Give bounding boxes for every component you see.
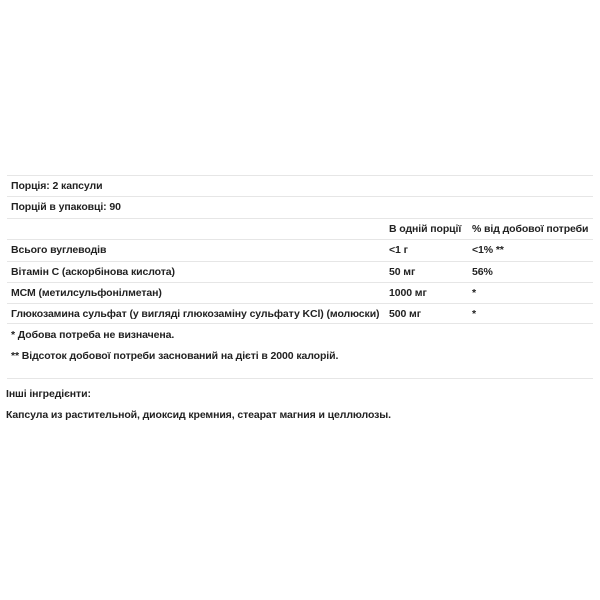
footnote-percent-daily-value: ** Відсоток добової потреби заснований на дієті в 2000 калорій. xyxy=(11,350,339,362)
supplement-facts-table xyxy=(7,175,593,324)
header-amount: В одній порції xyxy=(389,223,462,235)
table-row xyxy=(7,303,593,324)
footnote-daily-value-not-established: * Добова потреба не визначена. xyxy=(11,329,175,341)
nutrient-name: Глюкозамина сульфат (у вигляді глюкозаміну сульфату KCl) (молюски) xyxy=(11,308,380,320)
serving-size-row xyxy=(7,175,593,196)
nutrient-amount: 50 мг xyxy=(389,266,416,278)
other-ingredients-text: Капсула из растительной, диоксид кремния, стеарат магния и целлюлозы. xyxy=(6,409,391,421)
table-row xyxy=(7,282,593,303)
nutrient-amount: <1 г xyxy=(389,244,408,256)
other-ingredients-title: Інші інгредієнти: xyxy=(6,388,91,400)
nutrient-name: Всього вуглеводів xyxy=(11,244,107,256)
nutrient-daily-value: <1% ** xyxy=(472,244,504,256)
servings-per-container: Порцій в упаковці: 90 xyxy=(11,201,121,213)
nutrient-name: Вітамін С (аскорбінова кислота) xyxy=(11,266,175,278)
footnotes xyxy=(7,325,593,379)
serving-size: Порція: 2 капсули xyxy=(11,180,103,192)
nutrient-amount: 1000 мг xyxy=(389,287,427,299)
table-row xyxy=(7,239,593,261)
nutrient-amount: 500 мг xyxy=(389,308,421,320)
nutrient-daily-value: 56% xyxy=(472,266,493,278)
header-daily-value: % від добової потреби xyxy=(472,223,589,235)
nutrient-daily-value: * xyxy=(472,287,476,299)
table-row xyxy=(7,261,593,282)
nutrient-name: МСМ (метилсульфонілметан) xyxy=(11,287,162,299)
servings-per-container-row xyxy=(7,196,593,218)
nutrient-daily-value: * xyxy=(472,308,476,320)
table-header-row xyxy=(7,218,593,239)
